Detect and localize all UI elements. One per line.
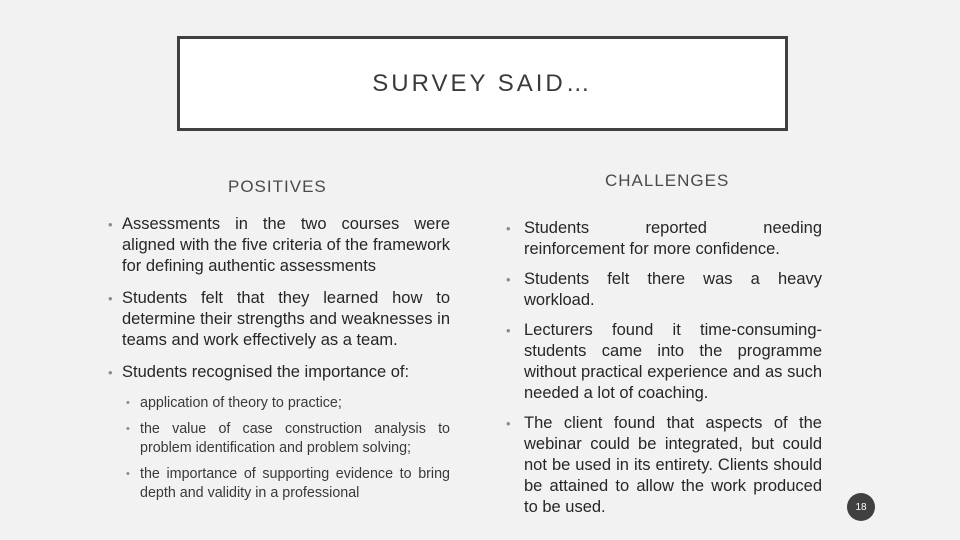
title-box bbox=[177, 36, 788, 131]
positive-item: • Students felt that they learned how to determine their strengths and weaknesses in teams and work effectively as a team. bbox=[108, 288, 450, 351]
challenge-item: • Students felt there was a heavy workload. bbox=[506, 269, 822, 311]
positives-heading: POSITIVES bbox=[228, 177, 327, 196]
challenges-list bbox=[506, 218, 822, 527]
challenge-item: • Students reported needing reinforcement for more confidence. bbox=[506, 218, 822, 260]
challenges-heading: CHALLENGES bbox=[605, 171, 730, 190]
challenge-item: • The client found that aspects of the webinar could be integrated, but could not be used in its entirety. Clients should be attained to allow the work produced to be used. bbox=[506, 413, 822, 518]
positives-list bbox=[108, 214, 450, 510]
slide-title: SURVEY SAID… bbox=[372, 69, 593, 97]
positive-sub-list bbox=[108, 394, 450, 503]
positive-sub-item: • application of theory to practice; bbox=[120, 394, 450, 413]
positive-item: • Assessments in the two courses were aligned with the five criteria of the framework for defining authentic assessments bbox=[108, 214, 450, 277]
challenge-item: • Lecturers found it time-consuming- students came into the programme without practical experience and as such needed a lot of coaching. bbox=[506, 320, 822, 404]
positive-sub-item: • the importance of supporting evidence to bring depth and validity in a professional bbox=[120, 465, 450, 503]
positive-sub-item: • the value of case construction analysis to problem identification and problem solving; bbox=[120, 420, 450, 458]
slide-number-badge: 18 bbox=[847, 493, 875, 521]
positive-item: • Students recognised the importance of: bbox=[108, 362, 450, 383]
